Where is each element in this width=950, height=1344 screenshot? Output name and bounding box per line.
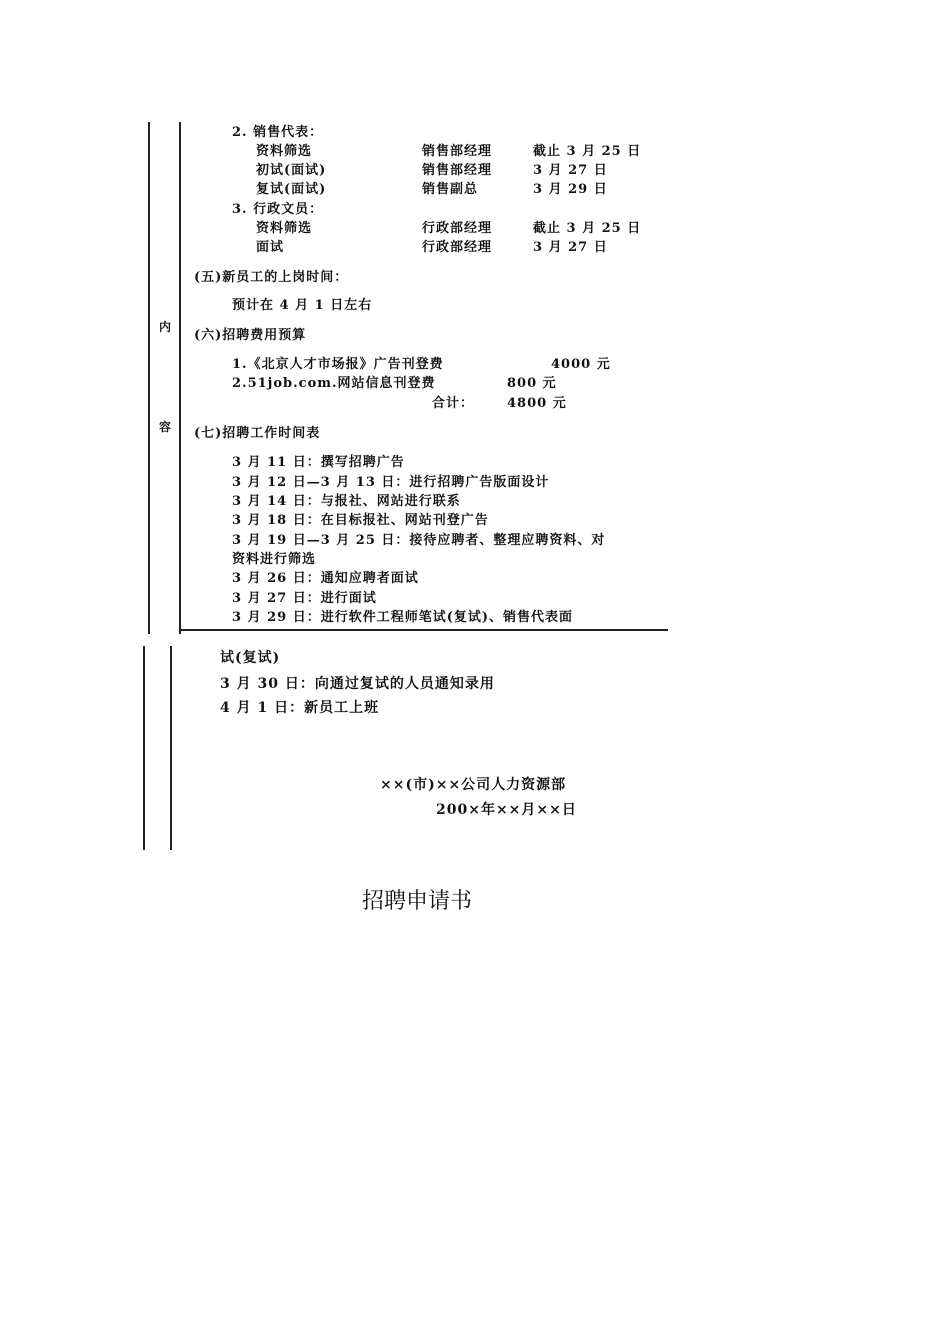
sales-rep-heading: 2. 销售代表：: [232, 125, 324, 140]
side-label-rong: 容: [159, 420, 172, 434]
schedule-line: 3 月 27 日：进行面试: [232, 591, 377, 606]
scan-page-upper: [140, 120, 670, 634]
schedule-line: 4 月 1 日：新员工上班: [220, 700, 380, 716]
admin-row-1-date: 截止 3 月 25 日: [533, 221, 642, 236]
sales-row-3-person: 销售副总: [422, 182, 479, 197]
sales-row-2-date: 3 月 27 日: [533, 163, 608, 178]
schedule-line: 3 月 18 日：在目标报社、网站刊登广告: [232, 513, 489, 528]
sales-row-3-item: 复试(面试): [256, 182, 327, 197]
admin-row-2-item: 面试: [256, 240, 285, 255]
bottom-rule: [180, 629, 668, 631]
document-caption: 招聘申请书: [361, 889, 472, 914]
admin-heading: 3. 行政文员：: [232, 202, 324, 217]
section5-text: 预计在 4 月 1 日左右: [232, 298, 373, 313]
margin-line-right: [170, 646, 172, 850]
sales-row-1-item: 资料筛选: [256, 144, 313, 159]
side-label-nei: 内: [159, 320, 172, 334]
margin-line-right: [179, 122, 181, 634]
sales-row-1-person: 销售部经理: [422, 144, 493, 159]
schedule-line: 3 月 30 日：向通过复试的人员通知录用: [220, 676, 495, 692]
schedule-continuation: 试(复试): [220, 650, 281, 666]
admin-row-2-date: 3 月 27 日: [533, 240, 608, 255]
schedule-line: 资料进行筛选: [232, 552, 317, 567]
schedule-line: 3 月 29 日：进行软件工程师笔试(复试)、销售代表面: [232, 610, 574, 625]
budget-item-1-label: 1.《北京人才市场报》广告刊登费: [232, 357, 444, 372]
sales-row-2-item: 初试(面试): [256, 163, 327, 178]
admin-row-1-item: 资料筛选: [256, 221, 313, 236]
sales-row-3-date: 3 月 29 日: [533, 182, 608, 197]
budget-item-2-label: 2.51job.com.网站信息刊登费: [232, 376, 436, 391]
signature-org: ××(市)××公司人力资源部: [380, 777, 567, 793]
sales-row-1-date: 截止 3 月 25 日: [533, 144, 642, 159]
budget-total-label: 合计：: [432, 396, 475, 411]
schedule-line: 3 月 26 日：通知应聘者面试: [232, 571, 419, 586]
budget-item-1-amount: 4000 元: [551, 357, 611, 372]
section6-heading: (六)招聘费用预算: [194, 328, 307, 343]
schedule-line: 3 月 11 日：撰写招聘广告: [232, 455, 405, 470]
admin-row-1-person: 行政部经理: [422, 221, 493, 236]
section7-heading: (七)招聘工作时间表: [194, 426, 321, 441]
schedule-line: 3 月 19 日—3 月 25 日：接待应聘者、整理应聘资料、对: [232, 533, 606, 548]
signature-date: 200×年××月××日: [436, 802, 577, 818]
section5-heading: (五)新员工的上岗时间：: [194, 270, 349, 285]
margin-line-left: [143, 646, 145, 850]
budget-item-2-amount: 800 元: [507, 376, 557, 391]
margin-line-left: [148, 122, 150, 634]
budget-total-amount: 4800 元: [507, 396, 567, 411]
schedule-line: 3 月 12 日—3 月 13 日：进行招聘广告版面设计: [232, 475, 550, 490]
sales-row-2-person: 销售部经理: [422, 163, 493, 178]
schedule-line: 3 月 14 日：与报社、网站进行联系: [232, 494, 461, 509]
admin-row-2-person: 行政部经理: [422, 240, 493, 255]
scan-page-lower: [140, 644, 620, 850]
